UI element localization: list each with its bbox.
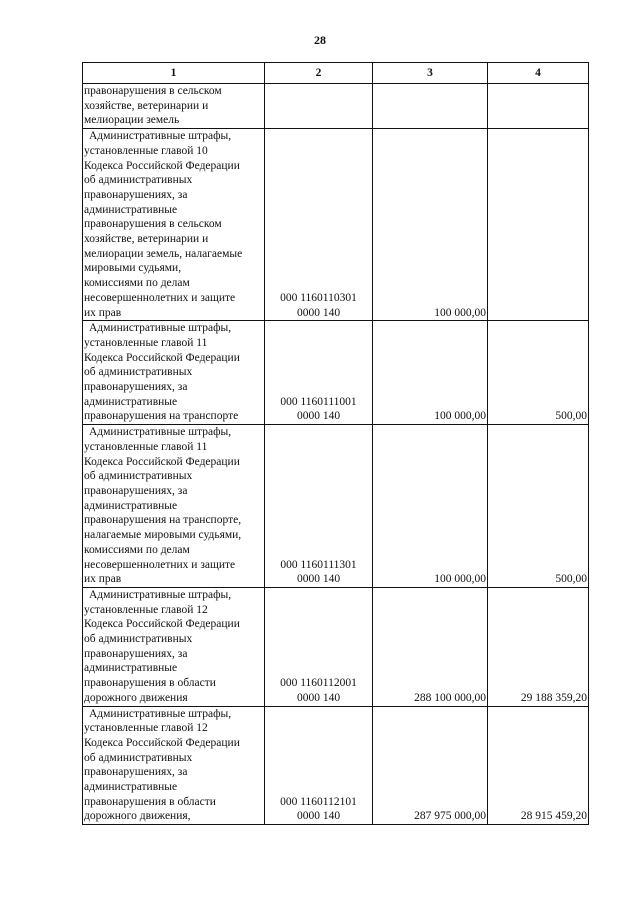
description-line: Кодекса Российской Федерации (84, 351, 240, 364)
planned-amount-cell: 100 000,00 (373, 129, 488, 321)
description-line: административные (84, 781, 178, 794)
budget-table (82, 62, 589, 825)
column-header-2: 2 (265, 63, 373, 84)
description-line: об административных (84, 174, 193, 187)
planned-amount-cell: 100 000,00 (373, 321, 488, 425)
budget-code-line (266, 99, 371, 114)
budget-code-line: 0000 140 (296, 691, 341, 704)
description-cell (83, 425, 265, 588)
description-line: дорожного движения, (84, 810, 191, 823)
description-line: об административных (84, 366, 193, 379)
table-row (83, 84, 589, 129)
description-line: установленные главой 10 (84, 144, 208, 157)
budget-code-line: 0000 140 (296, 306, 341, 319)
description-line: несовершеннолетних и защите (84, 558, 236, 571)
description-line: правонарушения в области (84, 795, 216, 808)
description-line: Кодекса Российской Федерации (84, 618, 240, 631)
description-line: об административных (84, 470, 193, 483)
budget-code-line: 0000 140 (296, 810, 341, 823)
description-line: Кодекса Российской Федерации (84, 455, 240, 468)
description-line: правонарушения на транспорте (84, 410, 239, 423)
description-line: установленные главой 12 (84, 722, 208, 735)
actual-amount-cell (488, 129, 589, 321)
description-cell (83, 84, 265, 129)
planned-amount-cell: 288 100 000,00 (373, 587, 488, 706)
description-line: Административные штрафы, (89, 588, 232, 601)
planned-amount-cell: 287 975 000,00 (373, 706, 488, 825)
description-line: дорожного движения (84, 691, 188, 704)
description-line: налагаемые мировыми судьями, (84, 529, 242, 542)
budget-code-cell (265, 129, 373, 321)
budget-code-line: 000 1160111301 (280, 558, 357, 571)
actual-amount-cell: 28 915 459,20 (488, 706, 589, 825)
actual-amount-cell (488, 84, 589, 129)
description-cell (83, 129, 265, 321)
actual-amount-cell: 500,00 (488, 425, 589, 588)
description-line: об административных (84, 751, 193, 764)
description-line: хозяйстве, ветеринарии и (84, 233, 209, 246)
description-line: правонарушениях, за (84, 188, 188, 201)
description-line: установленные главой 11 (84, 440, 208, 453)
description-line: правонарушения в сельском (84, 218, 222, 231)
table-row (83, 587, 589, 706)
budget-code-line: 000 1160112001 (280, 677, 357, 690)
budget-code-cell (265, 587, 373, 706)
description-line: Административные штрафы, (89, 426, 232, 439)
description-line: мировыми судьями, (84, 262, 182, 275)
description-line: мелиорации земель (84, 114, 180, 127)
description-line: об административных (84, 633, 193, 646)
description-line: их прав (84, 573, 122, 586)
description-line: правонарушениях, за (84, 484, 188, 497)
description-line: несовершеннолетних и защите (84, 291, 236, 304)
description-line: административные (84, 203, 178, 216)
description-line: установленные главой 11 (84, 336, 208, 349)
description-cell (83, 706, 265, 825)
column-header-3: 3 (373, 63, 488, 84)
budget-code-line: 0000 140 (296, 410, 341, 423)
description-line: Административные штрафы, (89, 707, 232, 720)
description-line: Административные штрафы, (89, 322, 232, 335)
budget-table-body (83, 63, 589, 825)
description-line: мелиорации земель, налагаемые (84, 247, 243, 260)
description-line: правонарушения в сельском (84, 85, 222, 97)
description-cell (83, 587, 265, 706)
description-line: Кодекса Российской Федерации (84, 736, 240, 749)
budget-code-line: 000 1160111001 (280, 395, 357, 408)
description-line: установленные главой 12 (84, 603, 208, 616)
planned-amount-cell: 100 000,00 (373, 425, 488, 588)
table-header-row (83, 63, 589, 84)
actual-amount-cell: 29 188 359,20 (488, 587, 589, 706)
description-line: административные (84, 499, 178, 512)
description-cell (83, 321, 265, 425)
actual-amount-cell: 500,00 (488, 321, 589, 425)
column-header-1: 1 (83, 63, 265, 84)
column-header-4: 4 (488, 63, 589, 84)
description-line: правонарушениях, за (84, 381, 188, 394)
table-row (83, 321, 589, 425)
planned-amount-cell (373, 84, 488, 129)
budget-code-line: 000 1160112101 (280, 795, 357, 808)
description-line: правонарушения на транспорте, (84, 514, 242, 527)
budget-code-cell (265, 84, 373, 129)
description-line: комиссиями по делам (84, 277, 190, 290)
description-line: правонарушения в области (84, 677, 216, 690)
table-row (83, 706, 589, 825)
description-line: Административные штрафы, (89, 130, 232, 143)
budget-code-line: 0000 140 (296, 573, 341, 586)
budget-code-cell (265, 321, 373, 425)
table-row (83, 425, 589, 588)
description-line: комиссиями по делам (84, 543, 190, 556)
table-row (83, 129, 589, 321)
budget-code-line (266, 113, 371, 128)
page-number: 28 (314, 33, 326, 47)
budget-code-cell (265, 425, 373, 588)
description-line: их прав (84, 306, 122, 319)
budget-code-cell (265, 706, 373, 825)
description-line: Кодекса Российской Федерации (84, 159, 240, 172)
description-line: правонарушениях, за (84, 647, 188, 660)
description-line: административные (84, 662, 178, 675)
description-line: правонарушениях, за (84, 766, 188, 779)
description-line: хозяйстве, ветеринарии и (84, 99, 209, 112)
budget-code-line: 000 1160110301 (280, 291, 357, 304)
description-line: административные (84, 395, 178, 408)
